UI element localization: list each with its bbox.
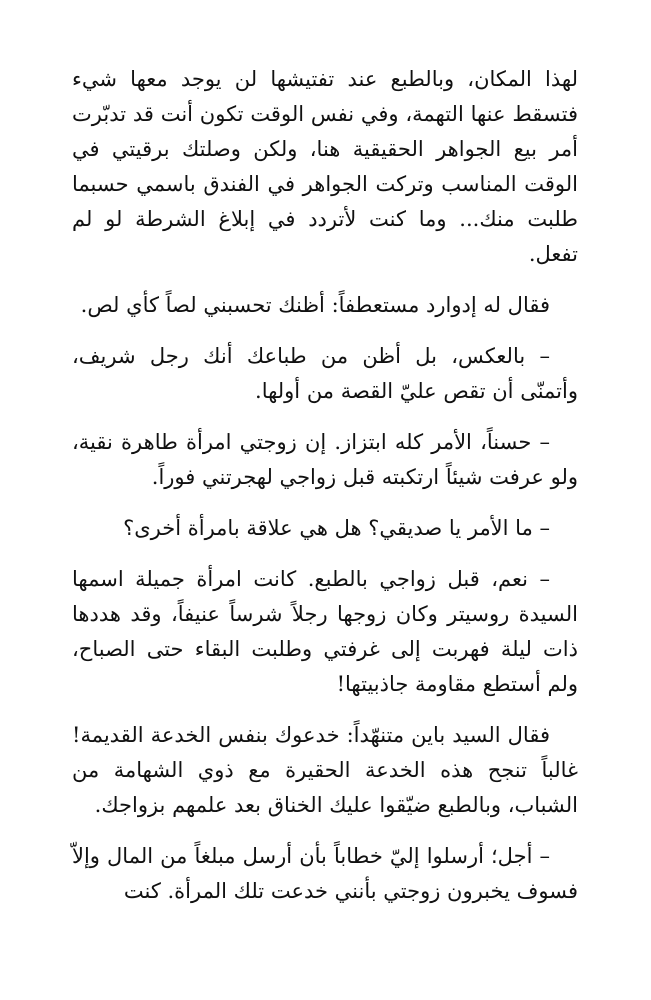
paragraph-2: فقال له إدوارد مستعطفاً: أظنك تحسبني لصاً كأي لص. — [80, 293, 550, 317]
paragraph-5: – ما الأمر يا صديقي؟ هل هي علاقة بامرأة أخرى؟ — [123, 516, 550, 540]
paragraph-7: فقال السيد باين متنهّداً: خدعوك بنفس الخدعة القديمة! غالباً تنجح هذه الخدعة الحقيرة مع ذوي الشهامة من الشباب، وبالطبع ضيّقوا عليك الخناق بعد علمهم بزواجك. — [72, 723, 578, 817]
book-page-text — [72, 62, 578, 909]
paragraph-6: – نعم، قبل زواجي بالطبع. كانت امرأة جميلة اسمها السيدة روسيتر وكان زوجها رجلاً شرساً عنيفاً، وقد هددها ذات ليلة فهربت إلى غرفتي وطلبت البقاء حتى الصباح، ولم أستطع مقاومة جاذبيتها! — [72, 567, 578, 696]
paragraph-3: – بالعكس، بل أظن من طباعك أنك رجل شريف، وأتمنّى أن تقص عليّ القصة من أولها. — [72, 344, 578, 403]
paragraph-8: – أجل؛ أرسلوا إليّ خطاباً بأن أرسل مبلغاً من المال وإلاّ فسوف يخبرون زوجتي بأنني خدعت تلك المرأة. كنت — [72, 844, 578, 903]
paragraph-1: لهذا المكان، وبالطبع عند تفتيشها لن يوجد معها شيء فتسقط عنها التهمة، وفي نفس الوقت تكون أنت قد تدبّرت أمر بيع الجواهر الحقيقية هنا، ولكن وصلتك برقيتي في الوقت المناسب وتركت الجواهر في الفندق باسمي حسبما طلبت منك... وما كنت لأتردد في إبلاغ الشرطة لو لم تفعل. — [72, 67, 578, 266]
paragraph-4: – حسناً، الأمر كله ابتزاز. إن زوجتي امرأة طاهرة نقية، ولو عرفت شيئاً ارتكبته قبل زواجي لهجرتني فوراً. — [72, 430, 578, 489]
